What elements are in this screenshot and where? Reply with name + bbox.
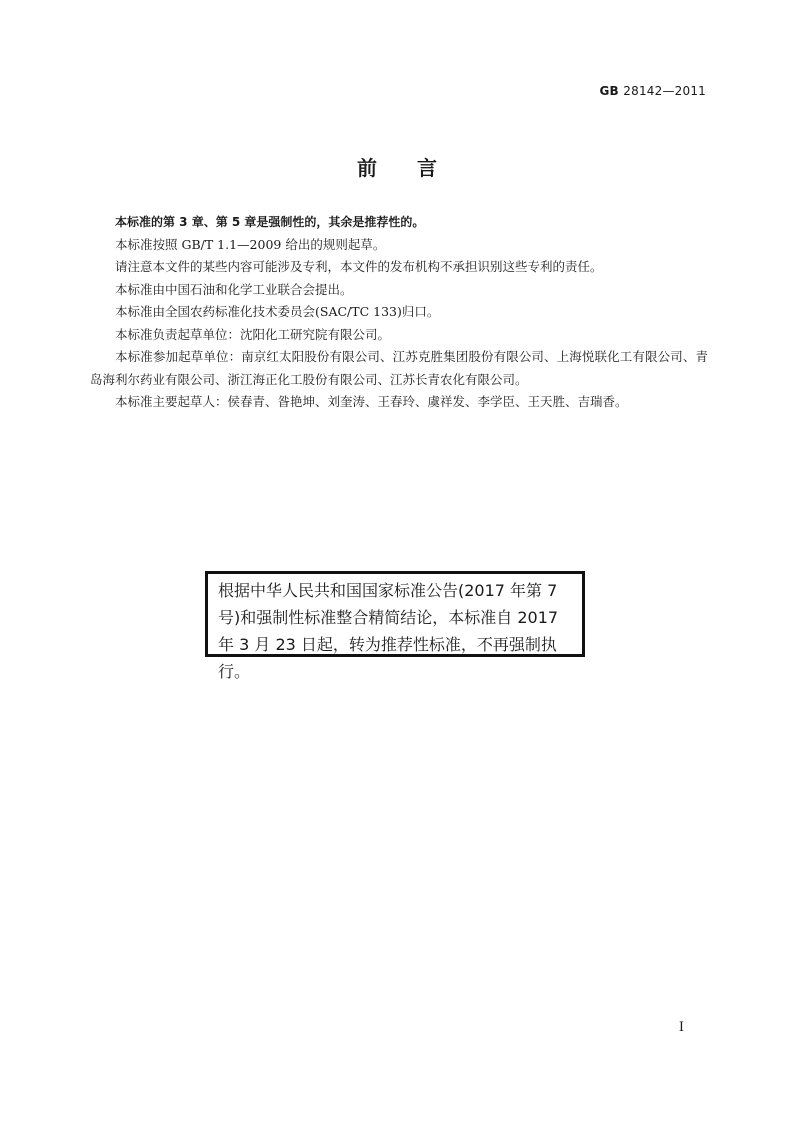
page-number: I xyxy=(678,1020,684,1035)
paragraph-technical-committee: 本标准由全国农药标准化技术委员会(SAC/TC 133)归口。 xyxy=(115,304,440,319)
paragraph-main-drafters: 本标准主要起草人：侯春青、昝艳坤、刘奎涛、王春玲、虞祥发、李学臣、王天胜、吉瑞香。 xyxy=(115,394,628,409)
page-title: 前言 xyxy=(357,156,477,180)
paragraph-proposer: 本标准由中国石油和化学工业联合会提出。 xyxy=(115,281,353,297)
paragraph-drafting-rules: 本标准按照 GB/T 1.1—2009 给出的规则起草。 xyxy=(115,236,386,252)
paragraph-participating-drafters: 本标准参加起草单位：南京红太阳股份有限公司、江苏克胜集团股份有限公司、上海悦联化工有限公司、青岛海利尔药业有限公司、浙江海正化工股份有限公司、江苏长青农化有限公司。 xyxy=(90,349,708,387)
paragraph-patent-notice: 请注意本文件的某些内容可能涉及专利，本文件的发布机构不承担识别这些专利的责任。 xyxy=(115,259,603,274)
standard-prefix: GB xyxy=(599,84,619,98)
standard-number: 28142—2011 xyxy=(623,84,706,98)
paragraph-lead-drafter: 本标准负责起草单位：沈阳化工研究院有限公司。 xyxy=(115,326,391,342)
paragraph-mandatory-clauses: 本标准的第 3 章、第 5 章是强制性的，其余是推荐性的。 xyxy=(115,215,425,229)
foreword-body xyxy=(90,211,708,414)
status-notice-box: 根据中华人民共和国国家标准公告(2017 年第 7 号)和强制性标准整合精简结论，本标准自 2017 年 3 月 23 日起，转为推荐性标准，不再强制执行。 xyxy=(205,571,585,657)
standard-code xyxy=(599,84,706,98)
